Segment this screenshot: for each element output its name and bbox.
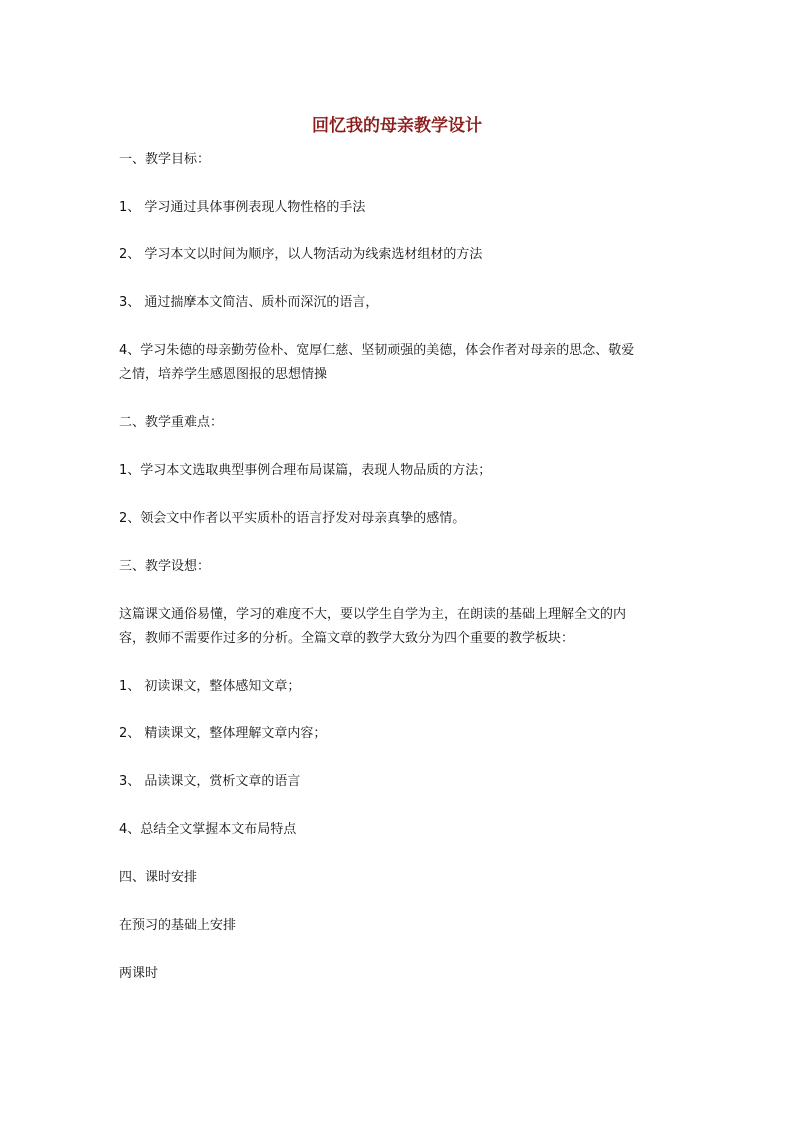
objective-item-3: 3、 通过揣摩本文简洁、质朴而深沉的语言， [119,295,379,310]
objective-item-1: 1、 学习通过具体事例表现人物性格的手法 [119,200,366,215]
section-heading-schedule: 四、课时安排 [119,870,198,885]
teaching-ideas-paragraph-line-2: 容，教师不需要作过多的分析。全篇文章的教学大致分为四个重要的教学板块： [119,631,575,646]
teaching-block-item-3: 3、 品读课文，赏析文章的语言 [119,774,301,789]
objective-item-4-line-1: 4、学习朱德的母亲勤劳俭朴、宽厚仁慈、坚韧顽强的美德，体会作者对母亲的思念、敬爱 [119,343,635,358]
objective-item-2: 2、 学习本文以时间为顺序，以人物活动为线索选材组材的方法 [119,247,483,262]
teaching-ideas-paragraph-line-1: 这篇课文通俗易懂，学习的难度不大，要以学生自学为主，在朗读的基础上理解全文的内 [119,607,627,622]
schedule-line-2: 两课时 [119,966,159,981]
teaching-block-item-2: 2、 精读课文，整体理解文章内容； [119,726,327,741]
section-heading-key-points: 二、教学重难点： [119,415,224,430]
objective-item-4-line-2: 之情，培养学生感恩图报的思想情操 [119,367,328,382]
document-title: 回忆我的母亲教学设计 [312,116,482,136]
section-heading-teaching-ideas: 三、教学设想： [119,559,211,574]
schedule-line-1: 在预习的基础上安排 [119,918,237,933]
key-point-item-1: 1、学习本文选取典型事例合理布局谋篇，表现人物品质的方法； [119,463,492,478]
key-point-item-2: 2、领会文中作者以平实质朴的语言抒发对母亲真挚的感情。 [119,511,466,526]
teaching-block-item-1: 1、 初读课文，整体感知文章； [119,679,301,694]
teaching-block-item-4: 4、总结全文掌握本文布局特点 [119,822,297,837]
section-heading-objectives: 一、教学目标： [119,152,211,167]
